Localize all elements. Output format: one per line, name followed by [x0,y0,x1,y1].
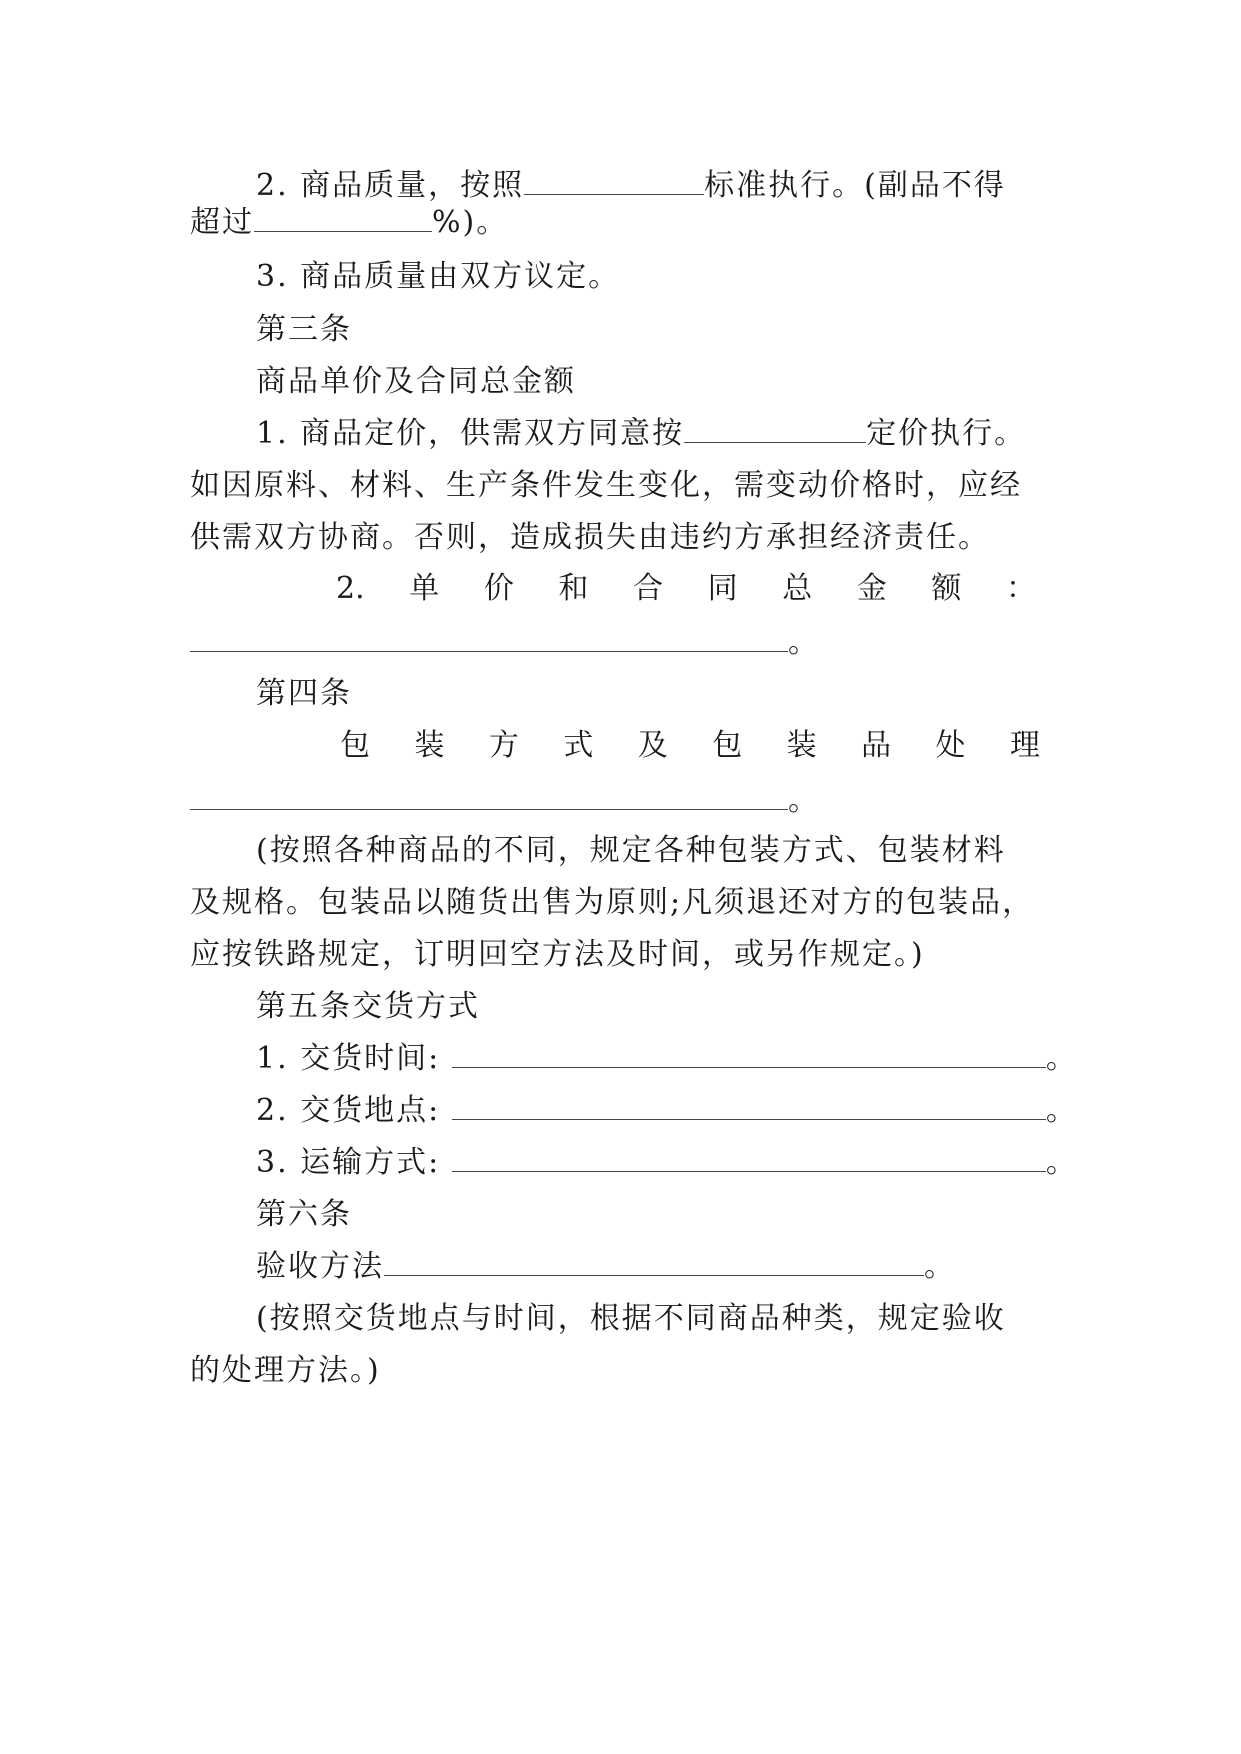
text: 2. 商品质量，按照 [256,168,525,203]
packaging-blank[interactable] [190,781,788,810]
char: 包 [340,728,370,763]
pricing-line [256,414,1050,454]
delivery-place-line [256,1091,1078,1131]
char: 和 [558,571,589,606]
defect-rate-blank[interactable] [254,203,432,232]
text: 验收方法 [256,1249,384,1284]
char: 装 [786,728,817,763]
defect-rate-line [190,203,1050,243]
text: 1. 商品定价，供需双方同意按 [256,416,685,451]
text: %)。 [432,205,509,240]
unit-price-blank[interactable] [190,623,788,652]
char: 处 [935,728,966,763]
text: 。 [788,625,820,660]
price-change-line: 如因原料、材料、生产条件发生变化，需变动价格时，应经 [190,468,1022,503]
delivery-time-line [256,1039,1078,1079]
char: 合 [633,571,663,606]
article-five-heading: 第五条交货方式 [256,989,480,1024]
text: 。 [1045,1145,1078,1180]
char: 理 [1009,728,1040,763]
transport-method-line [256,1143,1078,1183]
unit-price-heading [336,569,1036,609]
char: 品 [861,728,892,763]
char: 金 [856,571,887,606]
char: ： [1005,571,1036,606]
text: 。 [924,1249,956,1284]
standard-blank[interactable] [524,166,704,195]
quality-standard-line [256,166,1050,206]
text: 。 [1045,1041,1078,1076]
transport-method-blank[interactable] [452,1143,1046,1172]
text: 。 [1045,1093,1078,1128]
char: 及 [637,728,668,763]
text: 定价执行。 [866,416,1027,451]
quality-agreed-line: 3. 商品质量由双方议定。 [256,259,621,294]
article-three-title: 商品单价及合同总金额 [256,364,576,399]
inspection-method-blank[interactable] [384,1247,924,1276]
packaging-note-line: 及规格。包装品以随货出售为原则;凡须退还对方的包装品， [190,885,1035,920]
char: 价 [483,571,514,606]
char: 装 [414,728,445,763]
inspection-note-line: (按照交货地点与时间，根据不同商品种类，规定验收 [256,1301,1006,1336]
packaging-heading [340,726,1040,766]
delivery-place-blank[interactable] [452,1091,1046,1120]
pricing-blank[interactable] [684,414,866,443]
char: 方 [488,728,519,763]
negotiation-line: 供需双方协商。否则，造成损失由违约方承担经济责任。 [190,520,990,555]
delivery-time-blank[interactable] [452,1039,1046,1068]
inspection-note-line: 的处理方法。) [190,1353,381,1388]
char: 总 [782,571,813,606]
text: 3. 运输方式: [256,1145,441,1180]
inspection-method-line [256,1247,1050,1287]
text: 超过 [190,205,254,240]
article-three-heading: 第三条 [256,312,352,347]
char: 额 [931,571,962,606]
article-six-heading: 第六条 [256,1197,352,1232]
packaging-blank-line [190,781,1050,821]
char: 包 [712,728,743,763]
char: 2. [336,571,365,606]
article-four-heading: 第四条 [256,676,352,711]
char: 单 [409,571,440,606]
packaging-note-line: 应按铁路规定，订明回空方法及时间，或另作规定。) [190,937,925,972]
unit-price-blank-line [190,623,1050,663]
text: 。 [788,783,820,818]
text: 2. 交货地点: [256,1093,441,1128]
char: 式 [563,728,594,763]
text: 1. 交货时间: [256,1041,441,1076]
packaging-note-line: (按照各种商品的不同，规定各种包装方式、包装材料 [256,833,1006,868]
text: 标准执行。(副品不得 [704,168,1006,203]
char: 同 [707,571,738,606]
